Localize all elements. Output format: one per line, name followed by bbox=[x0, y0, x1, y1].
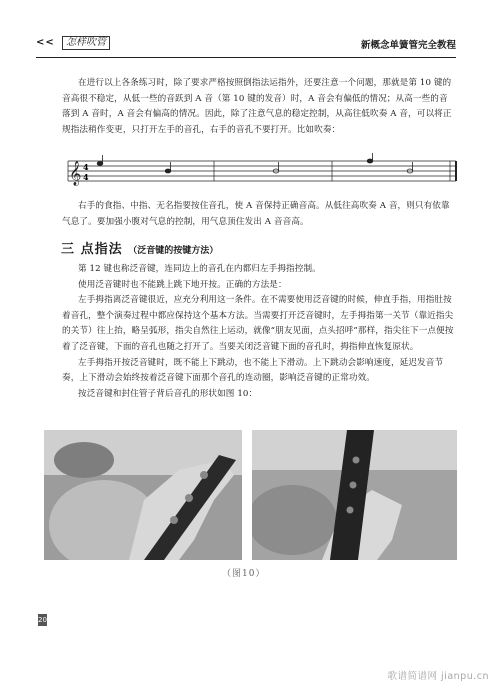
note bbox=[165, 169, 171, 173]
paragraph: 第 12 键也称泛音键，连同边上的音孔在内都归左手拇指控制。 bbox=[78, 264, 321, 274]
time-signature-top: 4 bbox=[83, 162, 89, 172]
paragraph: 按泛音键和封住管子背后音孔的形状如图 10： bbox=[78, 388, 258, 399]
section-text bbox=[62, 262, 456, 402]
treble-clef-icon: 𝄞 bbox=[69, 161, 82, 185]
photo-thumb-key bbox=[44, 430, 242, 560]
note bbox=[97, 162, 103, 166]
section-title: 点指法 bbox=[80, 242, 123, 257]
header-rule bbox=[36, 57, 456, 58]
intro-text bbox=[62, 76, 456, 138]
paragraph: 在进行以上各条练习时，除了要求严格按照倒指法运指外，还要注意一个问题，那就是第 10 键的音高很不稳定，从低一些的音跃到 A 音（第 10 键的发音）时，A 音会有偏低的情况；从高一些的音落到 A 音时，A 音会有偏高的情况。因此，除了注意气息的稳定控制，从高往低吹奏 A 音，可以将正规指法稍作变更，只打开左手的音孔，右手的音孔不要打开。比如吹奏： bbox=[62, 78, 452, 135]
book-title: 新概念单簧管完全教程 bbox=[360, 40, 456, 51]
time-signature-bottom: 4 bbox=[83, 172, 89, 182]
paragraph: 使用泛音键时也不能跳上跳下地开按。正确的方法是： bbox=[78, 279, 287, 290]
section-number: 三 bbox=[61, 242, 76, 257]
paragraph: 右手的食指、中指、无名指要按住音孔，使 A 音保持正确音高。从低往高吹奏 A 音，则只有依靠气息了。要加强小腹对气息的控制，用气息顶住发出 A 音音高。 bbox=[62, 201, 450, 227]
section-subtitle: （泛音键的按键方法） bbox=[128, 246, 219, 256]
paragraph: 左手拇指离泛音键很近，应充分利用这一条件。在不需要使用泛音键的时候，伸直手指，用指肚按着音孔，整个演奏过程中都应保持这个基本方法。当需要打开泛音键时，左手拇指第一关节（靠近指尖的关节）往上抬，略呈弧形，指尖自然往上运动，就像“朋友见面，点头招呼”那样，指尖往下一点便按着了泛音键，下面的音孔也随之打开了。当要关闭泛音键下面的音孔时，拇指伸直恢复原状。 bbox=[62, 295, 454, 352]
header-chevrons: << bbox=[36, 37, 55, 48]
photo-back-hole bbox=[252, 430, 457, 560]
music-staff bbox=[64, 153, 460, 193]
header-mark: 怎样吹管 bbox=[62, 36, 110, 50]
running-header bbox=[36, 36, 456, 56]
paragraph: 左手拇指开按泛音键时，既不能上下跳动，也不能上下滑动。上下跳动会影响速度，延迟发音节奏，上下滑动会始终按着泛音键下面那个音孔的连动圈，影响泛音键的正常功效。 bbox=[62, 357, 444, 384]
page-number: 20 bbox=[38, 616, 47, 624]
post-staff-text bbox=[62, 199, 456, 230]
watermark: 歌谱简谱网 jianpu.cn bbox=[387, 671, 489, 682]
figure-caption: （图10） bbox=[222, 569, 266, 579]
section-heading bbox=[61, 238, 218, 257]
note bbox=[367, 159, 373, 163]
